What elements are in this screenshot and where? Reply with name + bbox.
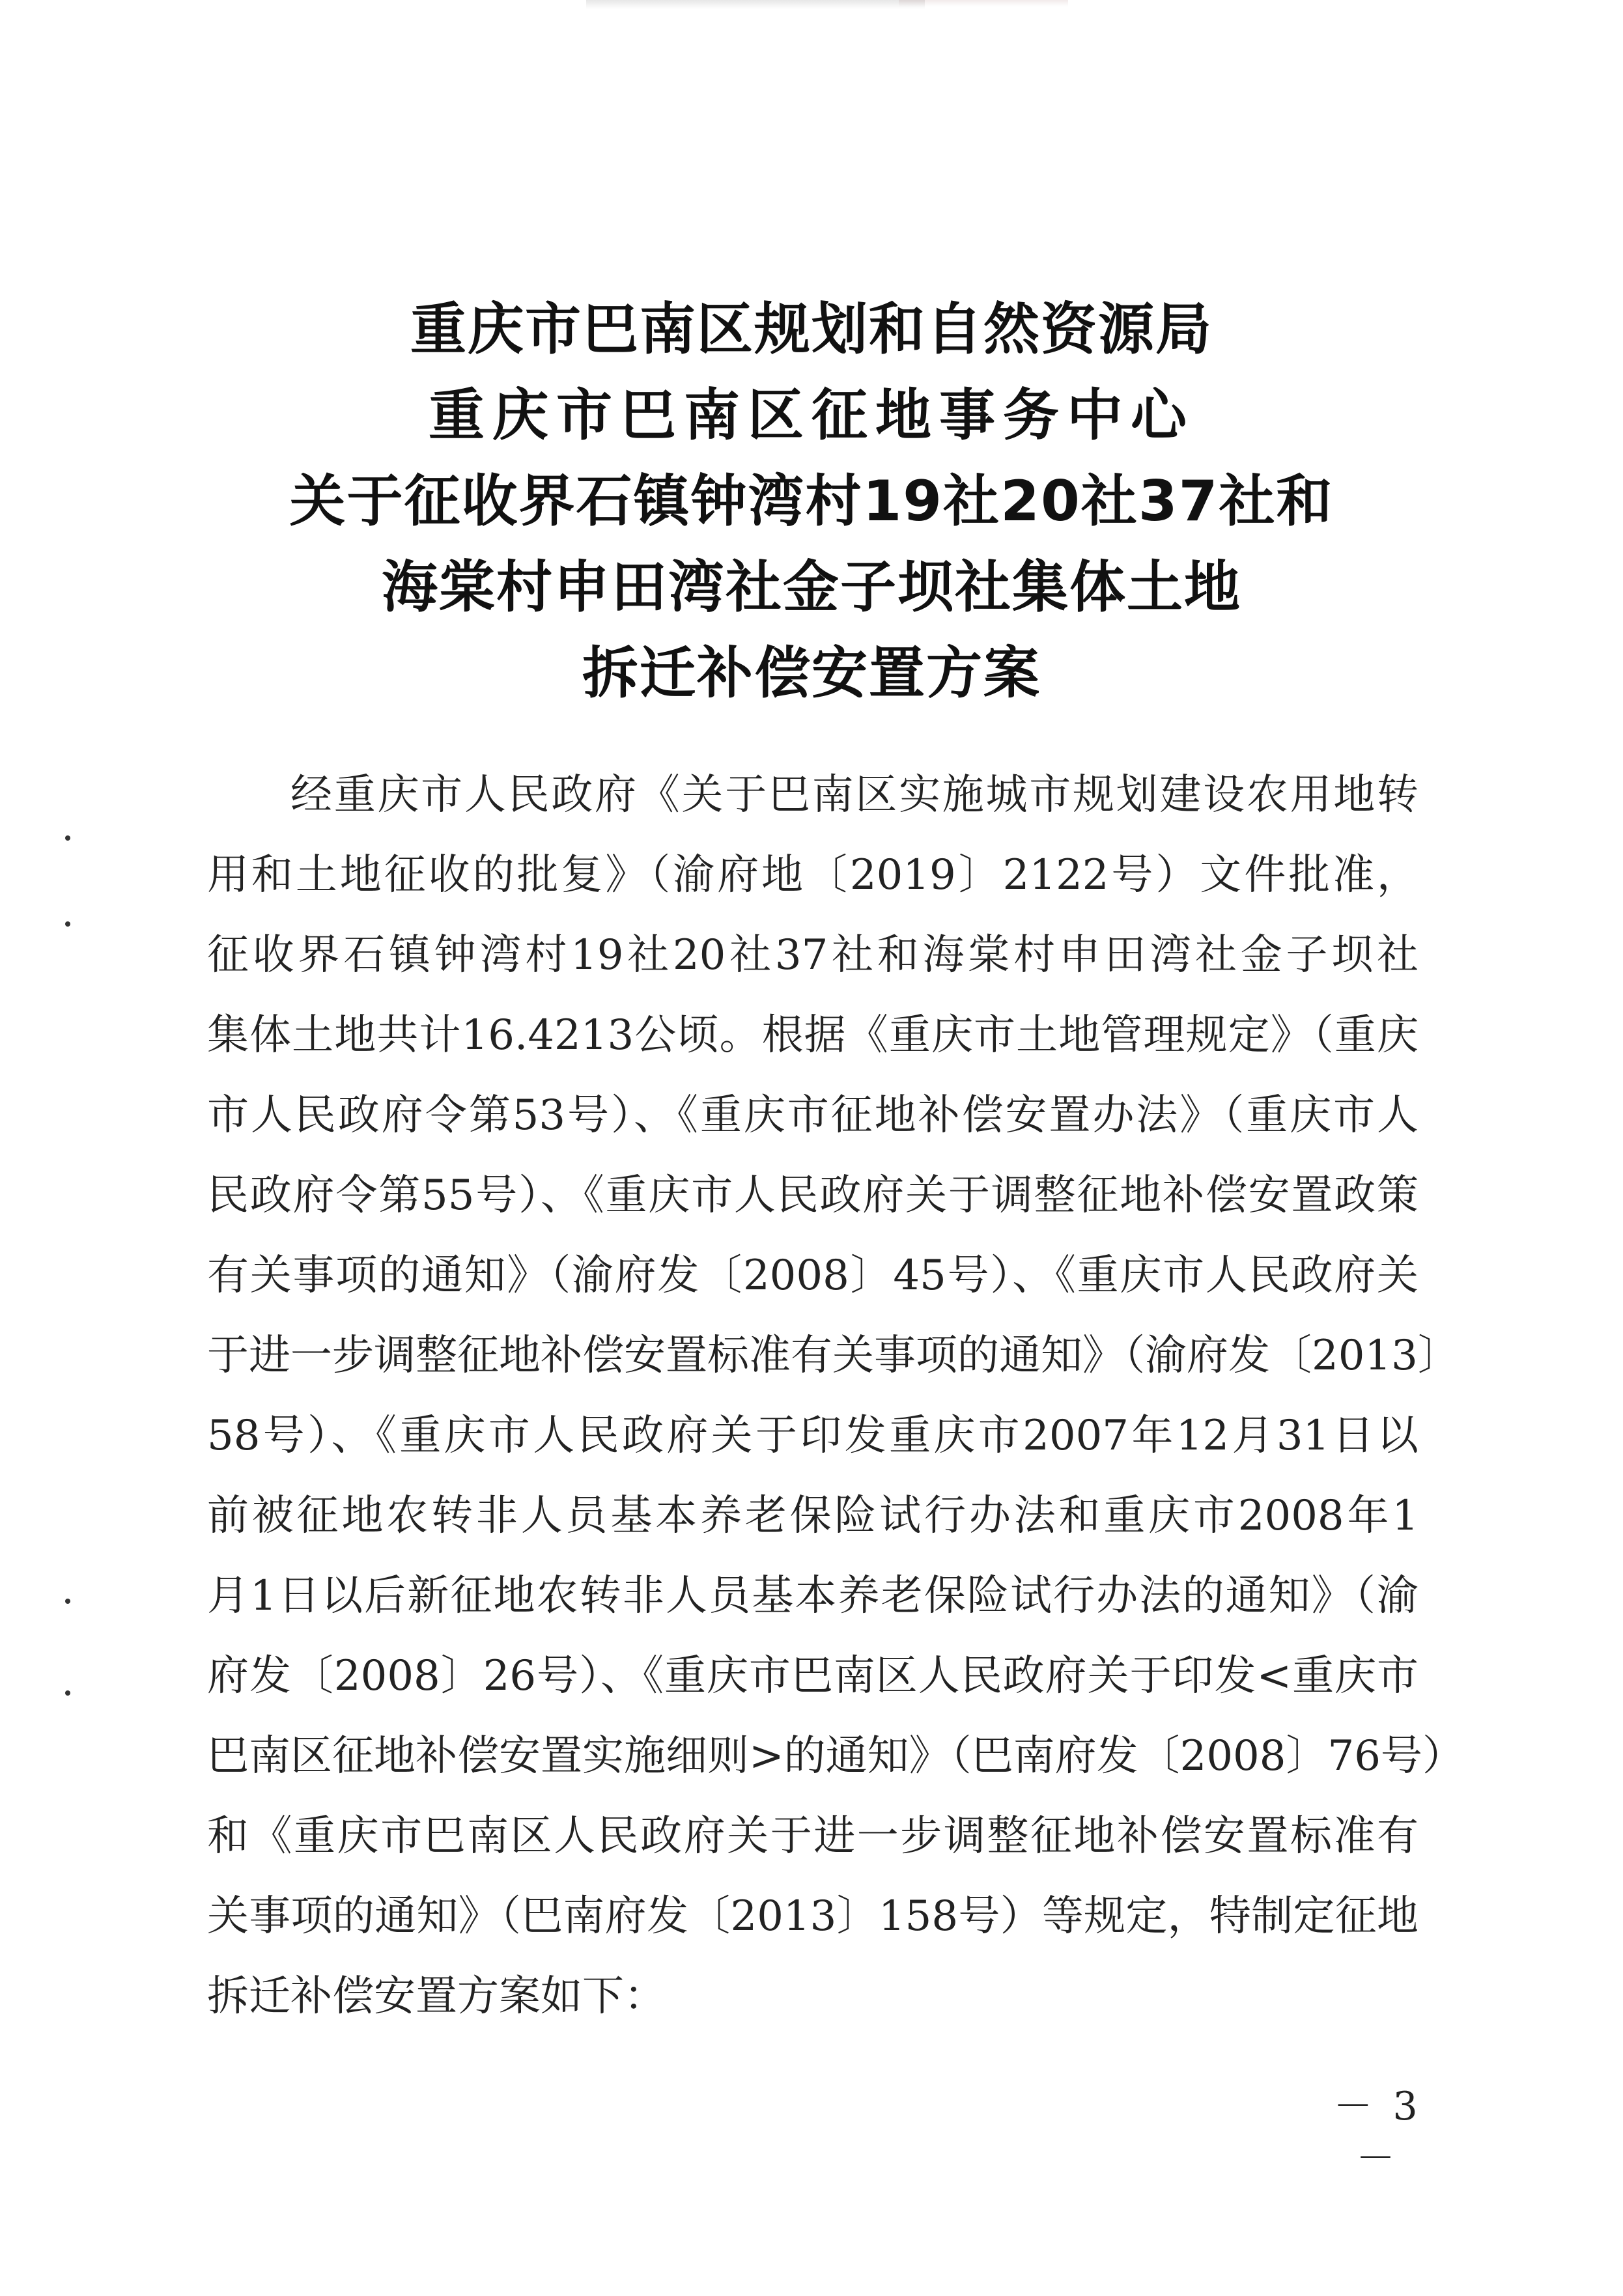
body-line: 前被征地农转非人员基本养老保险试行办法和重庆市2008年1 — [207, 1492, 1418, 1540]
body-line: 集体土地共计16.4213公顷。根据《重庆市土地管理规定》（重庆 — [207, 1011, 1418, 1059]
body-line: 用和土地征收的批复》（渝府地〔2019〕2122号）文件批准， — [207, 851, 1418, 899]
title-line-5: 拆迁补偿安置方案 — [582, 641, 1041, 706]
scan-artifact — [899, 0, 1068, 7]
title-line-1: 重庆市巴南区规划和自然资源局 — [410, 297, 1213, 362]
margin-dot — [65, 835, 70, 841]
body-line: 58号）、《重庆市人民政府关于印发重庆市2007年12月31日以 — [207, 1412, 1418, 1460]
body-line: 拆迁补偿安置方案如下： — [207, 1972, 666, 2021]
margin-dot — [65, 921, 70, 927]
body-line: 巴南区征地补偿安置实施细则>的通知》（巴南府发〔2008〕76号） — [207, 1732, 1464, 1780]
body-line: 关事项的通知》（巴南府发〔2013〕158号）等规定，特制定征地 — [207, 1892, 1418, 1940]
body-line: 于进一步调整征地补偿安置标准有关事项的通知》（渝府发〔2013〕 — [207, 1332, 1460, 1380]
page-number: － 3 － — [1333, 2084, 1422, 2181]
document-title — [0, 287, 1623, 716]
body-line: 府发〔2008〕26号）、《重庆市巴南区人民政府关于印发<重庆市 — [207, 1652, 1418, 1700]
body-line: 有关事项的通知》（渝府发〔2008〕45号）、《重庆市人民政府关 — [207, 1252, 1418, 1300]
title-line-4: 海棠村申田湾社金子坝社集体土地 — [382, 555, 1241, 620]
margin-dot — [65, 1690, 70, 1696]
body-paragraph — [207, 755, 1464, 2037]
margin-dot — [65, 1599, 70, 1604]
title-line-3: 关于征收界石镇钟湾村19社20社37社和 — [289, 469, 1334, 534]
scan-artifact — [586, 0, 925, 9]
body-line: 经重庆市人民政府《关于巴南区实施城市规划建设农用地转 — [290, 771, 1418, 819]
body-line: 市人民政府令第53号）、《重庆市征地补偿安置办法》（重庆市人 — [207, 1091, 1418, 1140]
title-line-2: 重庆市巴南区征地事务中心 — [429, 383, 1194, 448]
body-line: 民政府令第55号）、《重庆市人民政府关于调整征地补偿安置政策 — [207, 1171, 1418, 1220]
body-line: 和《重庆市巴南区人民政府关于进一步调整征地补偿安置标准有 — [207, 1812, 1418, 1860]
body-line: 月1日以后新征地农转非人员基本养老保险试行办法的通知》（渝 — [207, 1572, 1418, 1620]
body-line: 征收界石镇钟湾村19社20社37社和海棠村申田湾社金子坝社 — [207, 931, 1418, 979]
